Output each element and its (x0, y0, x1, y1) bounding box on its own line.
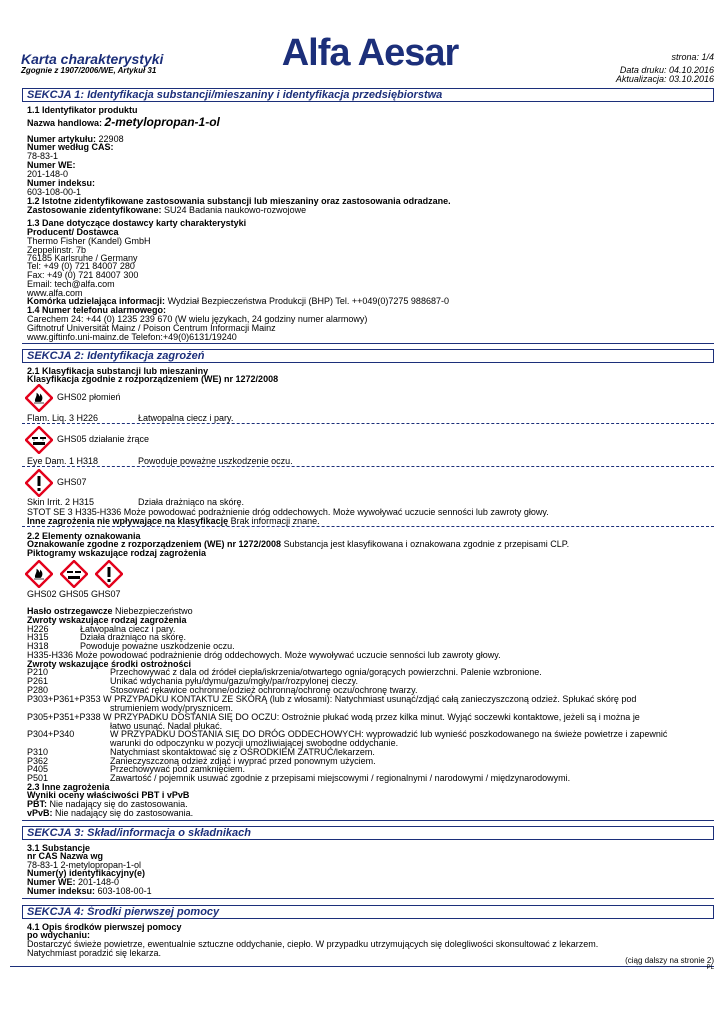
producer-label: Producent/ Dostawca (27, 227, 119, 237)
fax: Fax: +49 (0) 721 84007 300 (27, 270, 139, 280)
section-divider (22, 898, 714, 899)
dashed-divider (22, 423, 714, 424)
ghs05-corrosion-icon (60, 560, 88, 588)
s3-index-row: Numer indeksu: 603-108-00-1 (27, 886, 152, 896)
cas-name-row: 78-83-1 2-metylopropan-1-ol (27, 860, 142, 870)
index-label: Numer indeksu: (27, 178, 96, 188)
h-statement-text: Działa drażniąco na skórę. (80, 632, 187, 642)
emergency-line-1: Carechem 24: +44 (0) 1235 239 670 (W wielu językach, 24 godziny numer alarmowy) (27, 314, 368, 324)
s4-first-aid-heading: 4.1 Opis środków pierwszej pomocy (27, 922, 182, 932)
ids-label: Numer(y) identyfikacyjny(e) (27, 868, 146, 878)
p-statements-label: Zwroty wskazujące środki ostrożności (27, 659, 192, 669)
inhalation-text-2: Natychmiast poradzić się lekarza. (27, 948, 162, 958)
s3-we-row: Numer WE: 201-148-0 (27, 877, 120, 887)
article-number-row: Numer artykułu: 22908 (27, 134, 124, 144)
flam-text: Łatwopalna ciecz i pary. (138, 413, 234, 423)
section-divider (22, 343, 714, 344)
ghs07-exclamation-icon (25, 469, 53, 497)
cas-name-heading: nr CAS Nazwa wg (27, 851, 104, 861)
ghs05-label: GHS05 działanie żrące (57, 434, 150, 444)
alfa-aesar-logo (265, 25, 475, 75)
identified-use-row: Zastosowanie zidentyfikowane: SU24 Badania naukowo-rozwojowe (27, 205, 307, 215)
p-statement: P405 (27, 764, 49, 774)
inhalation-label: po wdychaniu: (27, 930, 90, 940)
section-4-title: SEKCJA 4: Środki pierwszej pomocy (27, 906, 220, 918)
p-statement-text: Stosować rękawice ochronne/odzież ochronną/ochronę oczu/ochronę twarzy. (110, 685, 418, 695)
index-value: 603-108-00-1 (27, 187, 82, 197)
document-title: Karta charakterystyki (21, 51, 164, 67)
section-2-title: SEKCJA 2: Identyfikacja zagrożeń (27, 350, 205, 362)
p304-statement-cont: warunki do odpoczynku w pozycji umożliwiającej swobodne oddychanie. (110, 738, 399, 748)
p305-statement-cont: łatwo usunąć. Nadal płukać. (110, 721, 223, 731)
skin-class: Skin Irrit. 2 H315 (27, 497, 95, 507)
document-subtitle: Zgognie z 1907/2006/WE, Artykuł 31 (21, 66, 157, 75)
h-statement-text: Powoduje poważne uszkodzenie oczu. (80, 641, 235, 651)
p-statement: P501 (27, 773, 49, 783)
skin-text: Działa drażniąco na skórę. (138, 497, 245, 507)
website-link[interactable]: www.alfa.com (27, 288, 83, 298)
flam-class: Flam. Liq. 3 H226 (27, 413, 99, 423)
p-statement: P362 (27, 756, 49, 766)
dashed-divider (22, 526, 714, 527)
s2-classification-heading: 2.1 Klasyfikacja substancji lub mieszaniny (27, 366, 209, 376)
p-statement-text: Unikać wdychania pyłu/dymu/gazu/mgły/par/rozpylonej cieczy. (110, 676, 358, 686)
pbt-heading: Wyniki oceny właściwości PBT i vPvB (27, 790, 190, 800)
page-number: strona: 1/4 (671, 52, 714, 62)
h335-statement: H335-H336 Może powodować podrażnienie dróg oddechowych. Może wywoływać uczucie senności lub zawroty głowy. (27, 650, 501, 660)
language-code: PL (706, 965, 714, 971)
ghs02-flame-icon (25, 384, 53, 412)
h-statements-label: Zwroty wskazujące rodzaj zagrożenia (27, 615, 187, 625)
trade-name-row: Nazwa handlowa: 2-metylopropan-1-ol (27, 115, 220, 129)
continued-note: (ciąg dalszy na stronie 2) (625, 956, 714, 965)
s1-emergency-heading: 1.4 Numer telefonu alarmowego: (27, 305, 167, 315)
update-date: Aktualizacja: 03.10.2016 (615, 74, 714, 84)
inhalation-text-1: Dostarczyć świeże powietrze, ewentualnie sztuczne oddychanie, ciepło. W przypadku utrzymujących się dolegliwości skonsultować z lekarzem. (27, 939, 599, 949)
s2-regulation-heading: Klasyfikacja zgodnie z rozporządzeniem (WE) nr 1272/2008 (27, 374, 279, 384)
p304-code: P304+P340 (27, 729, 75, 739)
section-3-title: SEKCJA 3: Skład/informacja o składnikach (27, 827, 251, 839)
dashed-divider (22, 466, 714, 467)
pictograms-label: Piktogramy wskazujące rodzaj zagrożenia (27, 548, 207, 558)
address-line-1: Thermo Fisher (Kandel) GmbH (27, 236, 151, 246)
cas-label: Numer według CAS: (27, 142, 114, 152)
vpvb-row: vPvB: Nie nadający się do zastosowania. (27, 808, 194, 818)
s1-identifier-heading: 1.1 Identyfikator produktu (27, 105, 138, 115)
ghs07-exclamation-icon (95, 560, 123, 588)
s1-supplier-heading: 1.3 Dane dotyczące dostawcy karty charakterystyki (27, 218, 247, 228)
address-line-3: 76185 Karlsruhe / Germany (27, 253, 138, 263)
email-link[interactable]: Email: tech@alfa.com (27, 279, 115, 289)
s2-other-hazards-heading: 2.3 Inne zagrożenia (27, 782, 110, 792)
emergency-line-2: Giftnotruf Universität Mainz / Poison Centrum Informacji Mainz (27, 323, 276, 333)
section-divider (22, 820, 714, 821)
ghs02-flame-icon (25, 560, 53, 588)
s3-substances-heading: 3.1 Substancje (27, 843, 91, 853)
section-1-title: SEKCJA 1: Identyfikacja substancji/mieszaniny i identyfikacja przedsiębiorstwa (27, 89, 443, 101)
p303-statement: P303+P361+P353 W PRZYPADKU KONTAKTU ZE SKÓRĄ (lub z włosami): Natychmiast usunąć/zdjąć całą zanieczyszczoną odzież. Spłukać skórę pod (27, 694, 637, 704)
cas-value: 78-83-1 (27, 151, 59, 161)
p-statement-text: Przechowywać z dala od źródeł ciepła/iskrzenia/otwartego ognia/gorących powierzchni. Palenie wzbronione. (110, 667, 542, 677)
stot-row: STOT SE 3 H335-H336 Może powodować podrażnienie dróg oddechowych. Może wywoływać uczucie senności lub zawroty głowy. (27, 507, 549, 517)
signal-word-row: Hasło ostrzegawcze Niebezpieczeństwo (27, 606, 193, 616)
p-statement: P280 (27, 685, 49, 695)
eye-text: Powoduje poważne uszkodzenie oczu. (138, 456, 293, 466)
p-statement-text: Natychmiast skontaktować się z OŚRODKIEM ZATRUĆ/lekarzem. (110, 747, 375, 757)
other-hazards-row: Inne zagrożenia nie wpływające na klasyfikację Brak informacji znane. (27, 516, 320, 526)
pbt-row: PBT: Nie nadający się do zastosowania. (27, 799, 188, 809)
ghs02-label: GHS02 płomień (57, 392, 121, 402)
footer-line (10, 966, 714, 967)
p-statement-text: Zanieczyszczoną odzież zdjąć i wyprać przed ponownym użyciem. (110, 756, 376, 766)
ghs07-label: GHS07 (57, 477, 87, 487)
h-statement-text: Łatwopalna ciecz i pary. (80, 624, 176, 634)
p-statement: P310 (27, 747, 49, 757)
print-date: Data druku: 04.10.2016 (619, 65, 714, 75)
info-cell-row: Komórka udzielająca informacji: Wydział Bezpieczeństwa Produkcji (BHP) Tel. ++049(0)7275 988687-0 (27, 296, 449, 306)
p-statement: P261 (27, 676, 49, 686)
s1-uses-heading: 1.2 Istotne zidentyfikowane zastosowania substancji lub mieszaniny oraz zastosowania odradzane. (27, 196, 451, 206)
p304-statement: W PRZYPADKU DOSTANIA SIĘ DO DRÓG ODDECHOWYCH: wyprowadzić lub wynieść poszkodowanego na świeże powietrze i zapewnić (110, 729, 668, 739)
labelling-row: Oznakowanie zgodne z rozporządzeniem (WE) nr 1272/2008 Substancja jest klasyfikowana i oznakowana zgodnie z przepisami CLP. (27, 539, 570, 549)
address-line-2: Zeppelinstr. 7b (27, 245, 87, 255)
pictogram-names: GHS02 GHS05 GHS07 (27, 589, 121, 599)
p305-statement: P305+P351+P338 W PRZYPADKU DOSTANIA SIĘ DO OCZU: Ostrożnie płukać wodą przez kilka minut. Wyjąć soczewki kontaktowe, jeżeli są i można je (27, 712, 640, 722)
eye-class: Eye Dam. 1 H318 (27, 456, 99, 466)
p-statement-text: Przechowywać pod zamknięciem. (110, 764, 246, 774)
phone: Tel: +49 (0) 721 84007 280 (27, 261, 135, 271)
we-value: 201-148-0 (27, 169, 69, 179)
s2-label-elements-heading: 2.2 Elementy oznakowania (27, 531, 141, 541)
h-statement: H226 (27, 624, 49, 634)
p-statement: P210 (27, 667, 49, 677)
ghs05-corrosion-icon (25, 426, 53, 454)
svg-text:Alfa Aesar: Alfa Aesar (281, 32, 459, 74)
p303-statement-cont: strumieniem wody/prysznicem. (110, 703, 234, 713)
p-statement-text: Zawartość / pojemnik usuwać zgodnie z przepisami miejscowymi / regionalnymi / narodowymi / międzynarodowymi. (110, 773, 571, 783)
h-statement: H318 (27, 641, 49, 651)
h-statement: H315 (27, 632, 49, 642)
emergency-line-3[interactable]: www.giftinfo.uni-mainz.de Telefon:+49(0)6131/19240 (27, 332, 237, 342)
we-label: Numer WE: (27, 160, 76, 170)
